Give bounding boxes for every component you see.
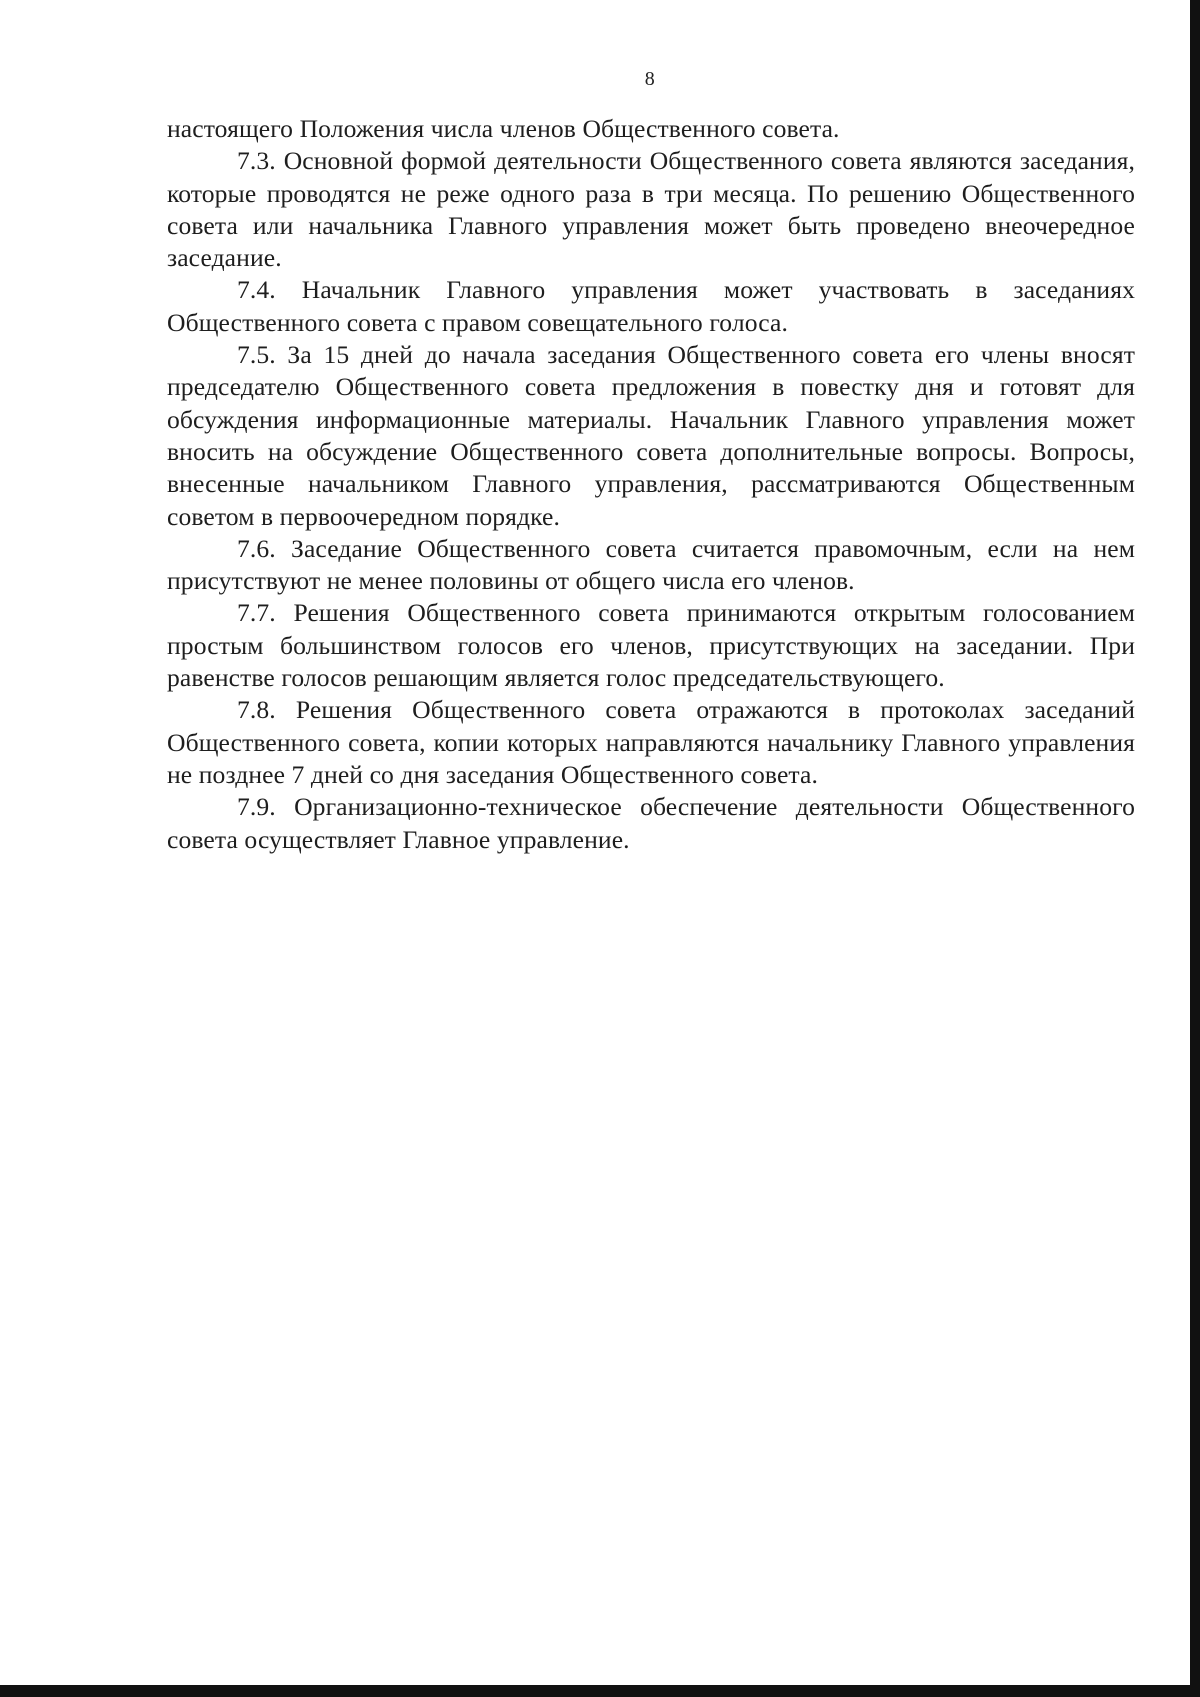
scan-edge-bottom — [0, 1685, 1200, 1697]
paragraph-7-6: 7.6. Заседание Общественного совета считается правомочным, если на нем присутствуют не менее половины от общего числа его членов. — [167, 533, 1135, 596]
paragraph-7-7: 7.7. Решения Общественного совета принимаются открытым голосованием простым большинством голосов его членов, присутствующих на заседании. При равенстве голосов решающим является голос председательствующего. — [167, 598, 1135, 693]
paragraph-continuation: настоящего Положения числа членов Общественного совета. — [167, 114, 840, 143]
page-number: 8 — [644, 68, 656, 90]
paragraph-7-3: 7.3. Основной формой деятельности Общественного совета являются заседания, которые проводятся не реже одного раза в три месяца. По решению Общественного совета или начальника Главного управления может быть проведено внеочередное заседание. — [167, 146, 1135, 273]
paragraph-7-8: 7.8. Решения Общественного совета отражаются в протоколах заседаний Общественного совета, копии которых направляются начальнику Главного управления не позднее 7 дней со дня заседания Общественного совета. — [167, 695, 1135, 789]
paragraph-7-4: 7.4. Начальник Главного управления может участвовать в заседаниях Общественного совета с правом совещательного голоса. — [167, 275, 1135, 337]
document-body — [167, 113, 1135, 856]
paragraph-7-5: 7.5. За 15 дней до начала заседания Общественного совета его члены вносят председателю Общественного совета предложения в повестку дня и готовят для обсуждения информационные материалы. Начальник Главного управления может вносить на обсуждение Общественного совета дополнительные вопросы. Вопросы, внесенные начальником Главного управления, рассматриваются Общественным советом в первоочередном порядке. — [167, 340, 1135, 531]
paragraph-7-9: 7.9. Организационно-техническое обеспечение деятельности Общественного совета осуществляет Главное управление. — [167, 792, 1135, 854]
scan-edge-right — [1190, 0, 1200, 1697]
